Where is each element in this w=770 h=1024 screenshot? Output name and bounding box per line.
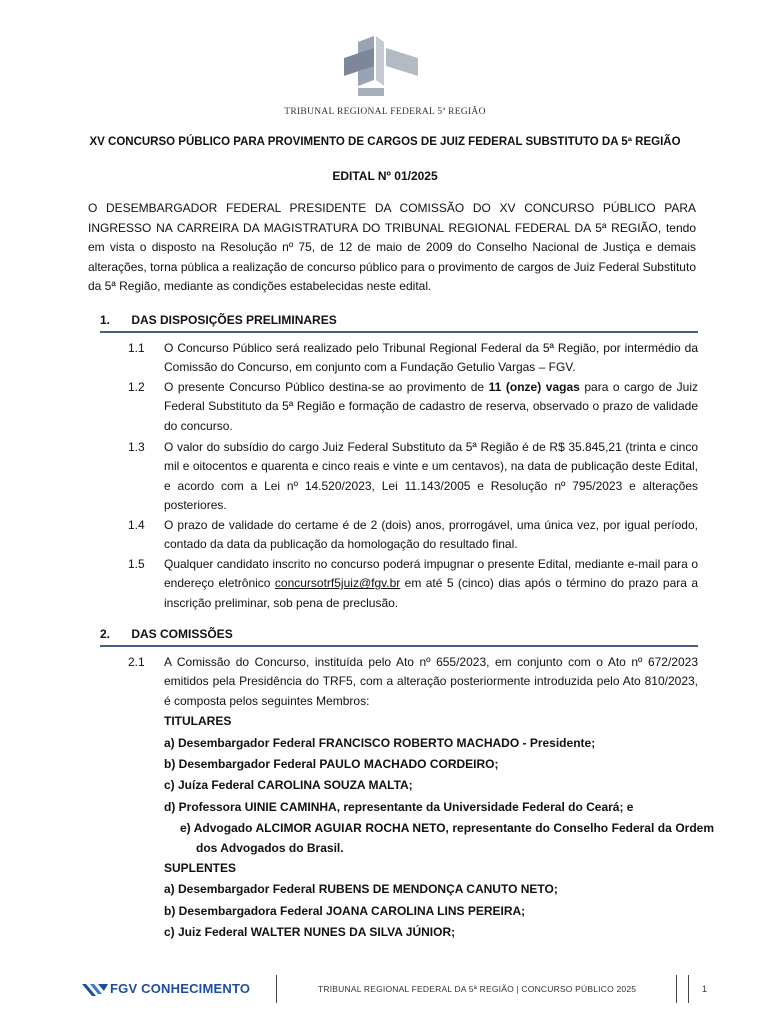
section-2-heading [100,627,698,647]
item-text [164,555,698,613]
item-number: 1.4 [128,518,145,532]
item-text-post: para o cargo de Juiz Federal Substituto da 5ª Região e formação de cadastro de reserva, observado o prazo de validade do concurso. [164,380,698,433]
footer-page-bar [676,975,677,1003]
item-2-1 [128,653,698,711]
suplente-a: a) Desembargador Federal RUBENS DE MENDONÇA CANUTO NETO; [164,882,558,896]
item-text-pre: Qualquer candidato inscrito no concurso poderá impugnar o presente Edital, mediante e-mail para o endereço eletrônico [164,557,698,591]
titulares-label: TITULARES [164,714,232,728]
suplente-c: c) Juiz Federal WALTER NUNES DA SILVA JÚNIOR; [164,925,456,939]
section-2-title: DAS COMISSÕES [131,627,233,641]
item-number: 1.2 [128,380,145,394]
trf5-logo-icon [338,36,424,102]
fgv-logo-icon [82,982,108,998]
item-1-3 [128,438,698,516]
item-text [164,378,698,436]
titular-b: b) Desembargador Federal PAULO MACHADO CORDEIRO; [164,757,499,771]
document-title: XV CONCURSO PÚBLICO PARA PROVIMENTO DE CARGOS DE JUIZ FEDERAL SUBSTITUTO DA 5ª REGIÃO [89,136,681,148]
section-1-heading [100,313,698,333]
item-1-4 [128,516,698,555]
titular-c: c) Juíza Federal CAROLINA SOUZA MALTA; [164,778,413,792]
item-text: O Concurso Público será realizado pelo Tribunal Regional Federal da 5ª Região, por intermédio da Comissão do Concurso, em conjunto com a Fundação Getulio Vargas – FGV. [164,341,698,375]
suplentes-label: SUPLENTES [164,861,237,875]
titular-e: e) Advogado ALCIMOR AGUIAR ROCHA NETO, representante do Conselho Federal da Ordem dos Advogados do Brasil. [180,821,714,855]
item-text-pre: O presente Concurso Público destina-se ao provimento de [164,380,489,394]
item-text: O valor do subsídio do cargo Juiz Federal Substituto da 5ª Região é de R$ 35.845,21 (trinta e cinco mil e oitocentos e quarenta e cinco reais e vinte e um centavos), na data de publicação deste Edital, e acordo com a Lei nº 14.520/2023, Lei 11.143/2005 e Resolução nº 795/2023 e alterações posteriores. [164,440,698,513]
footer-text: TRIBUNAL REGIONAL FEDERAL DA 5ª REGIÃO | CONCURSO PÚBLICO 2025 [318,984,637,994]
email-link[interactable]: concursotrf5juiz@fgv.br [274,576,401,591]
item-1-1 [128,339,698,378]
edital-number: EDITAL Nº 01/2025 [332,169,438,183]
item-text-post: em até 5 (cinco) dias após o término do prazo para a inscrição preliminar, sob pena de preclusão. [164,576,698,610]
item-number: 1.5 [128,557,145,571]
suplente-b: b) Desembargadora Federal JOANA CAROLINA LINS PEREIRA; [164,904,526,918]
item-1-5 [128,555,698,613]
item-text-bold: 11 (onze) vagas [488,380,580,394]
titular-a: a) Desembargador Federal FRANCISCO ROBERTO MACHADO - Presidente; [164,736,596,750]
titular-d: d) Professora UINIE CAMINHA, representante da Universidade Federal do Ceará; e [164,800,634,814]
logo-caption: TRIBUNAL REGIONAL FEDERAL 5ª REGIÃO [284,107,486,117]
section-2-number: 2. [100,627,111,641]
footer-page-bar [688,975,689,1003]
item-1-2 [128,378,698,436]
section-1-number: 1. [100,313,111,327]
item-number: 2.1 [128,655,145,669]
footer-divider [276,975,277,1003]
intro-paragraph: O DESEMBARGADOR FEDERAL PRESIDENTE DA COMISSÃO DO XV CONCURSO PÚBLICO PARA INGRESSO NA CARREIRA DA MAGISTRATURA DO TRIBUNAL REGIONAL FEDERAL DA 5ª REGIÃO, tendo em vista o disposto na Resolução nº 75, de 12 de maio de 2009 do Conselho Nacional de Justiça e demais alterações, torna pública a realização de concurso público para o provimento de cargos de Juiz Federal Substituto da 5ª Região, mediante as condições estabelecidas neste edital. [88,201,696,293]
footer-brand: FGV CONHECIMENTO [110,981,251,996]
section-1-title: DAS DISPOSIÇÕES PRELIMINARES [131,313,337,327]
item-number: 1.3 [128,440,145,454]
item-text: A Comissão do Concurso, instituída pelo Ato nº 655/2023, em conjunto com o Ato nº 672/2023 emitidos pela Presidência do TRF5, com a alteração posteriormente introduzida pelo Ato 810/2023, é composta pelos seguintes Membros: [164,655,698,708]
page-number: 1 [702,984,708,994]
item-text: O prazo de validade do certame é de 2 (dois) anos, prorrogável, uma única vez, por igual período, contado da data da publicação da homologação do resultado final. [164,518,698,552]
item-number: 1.1 [128,341,145,355]
